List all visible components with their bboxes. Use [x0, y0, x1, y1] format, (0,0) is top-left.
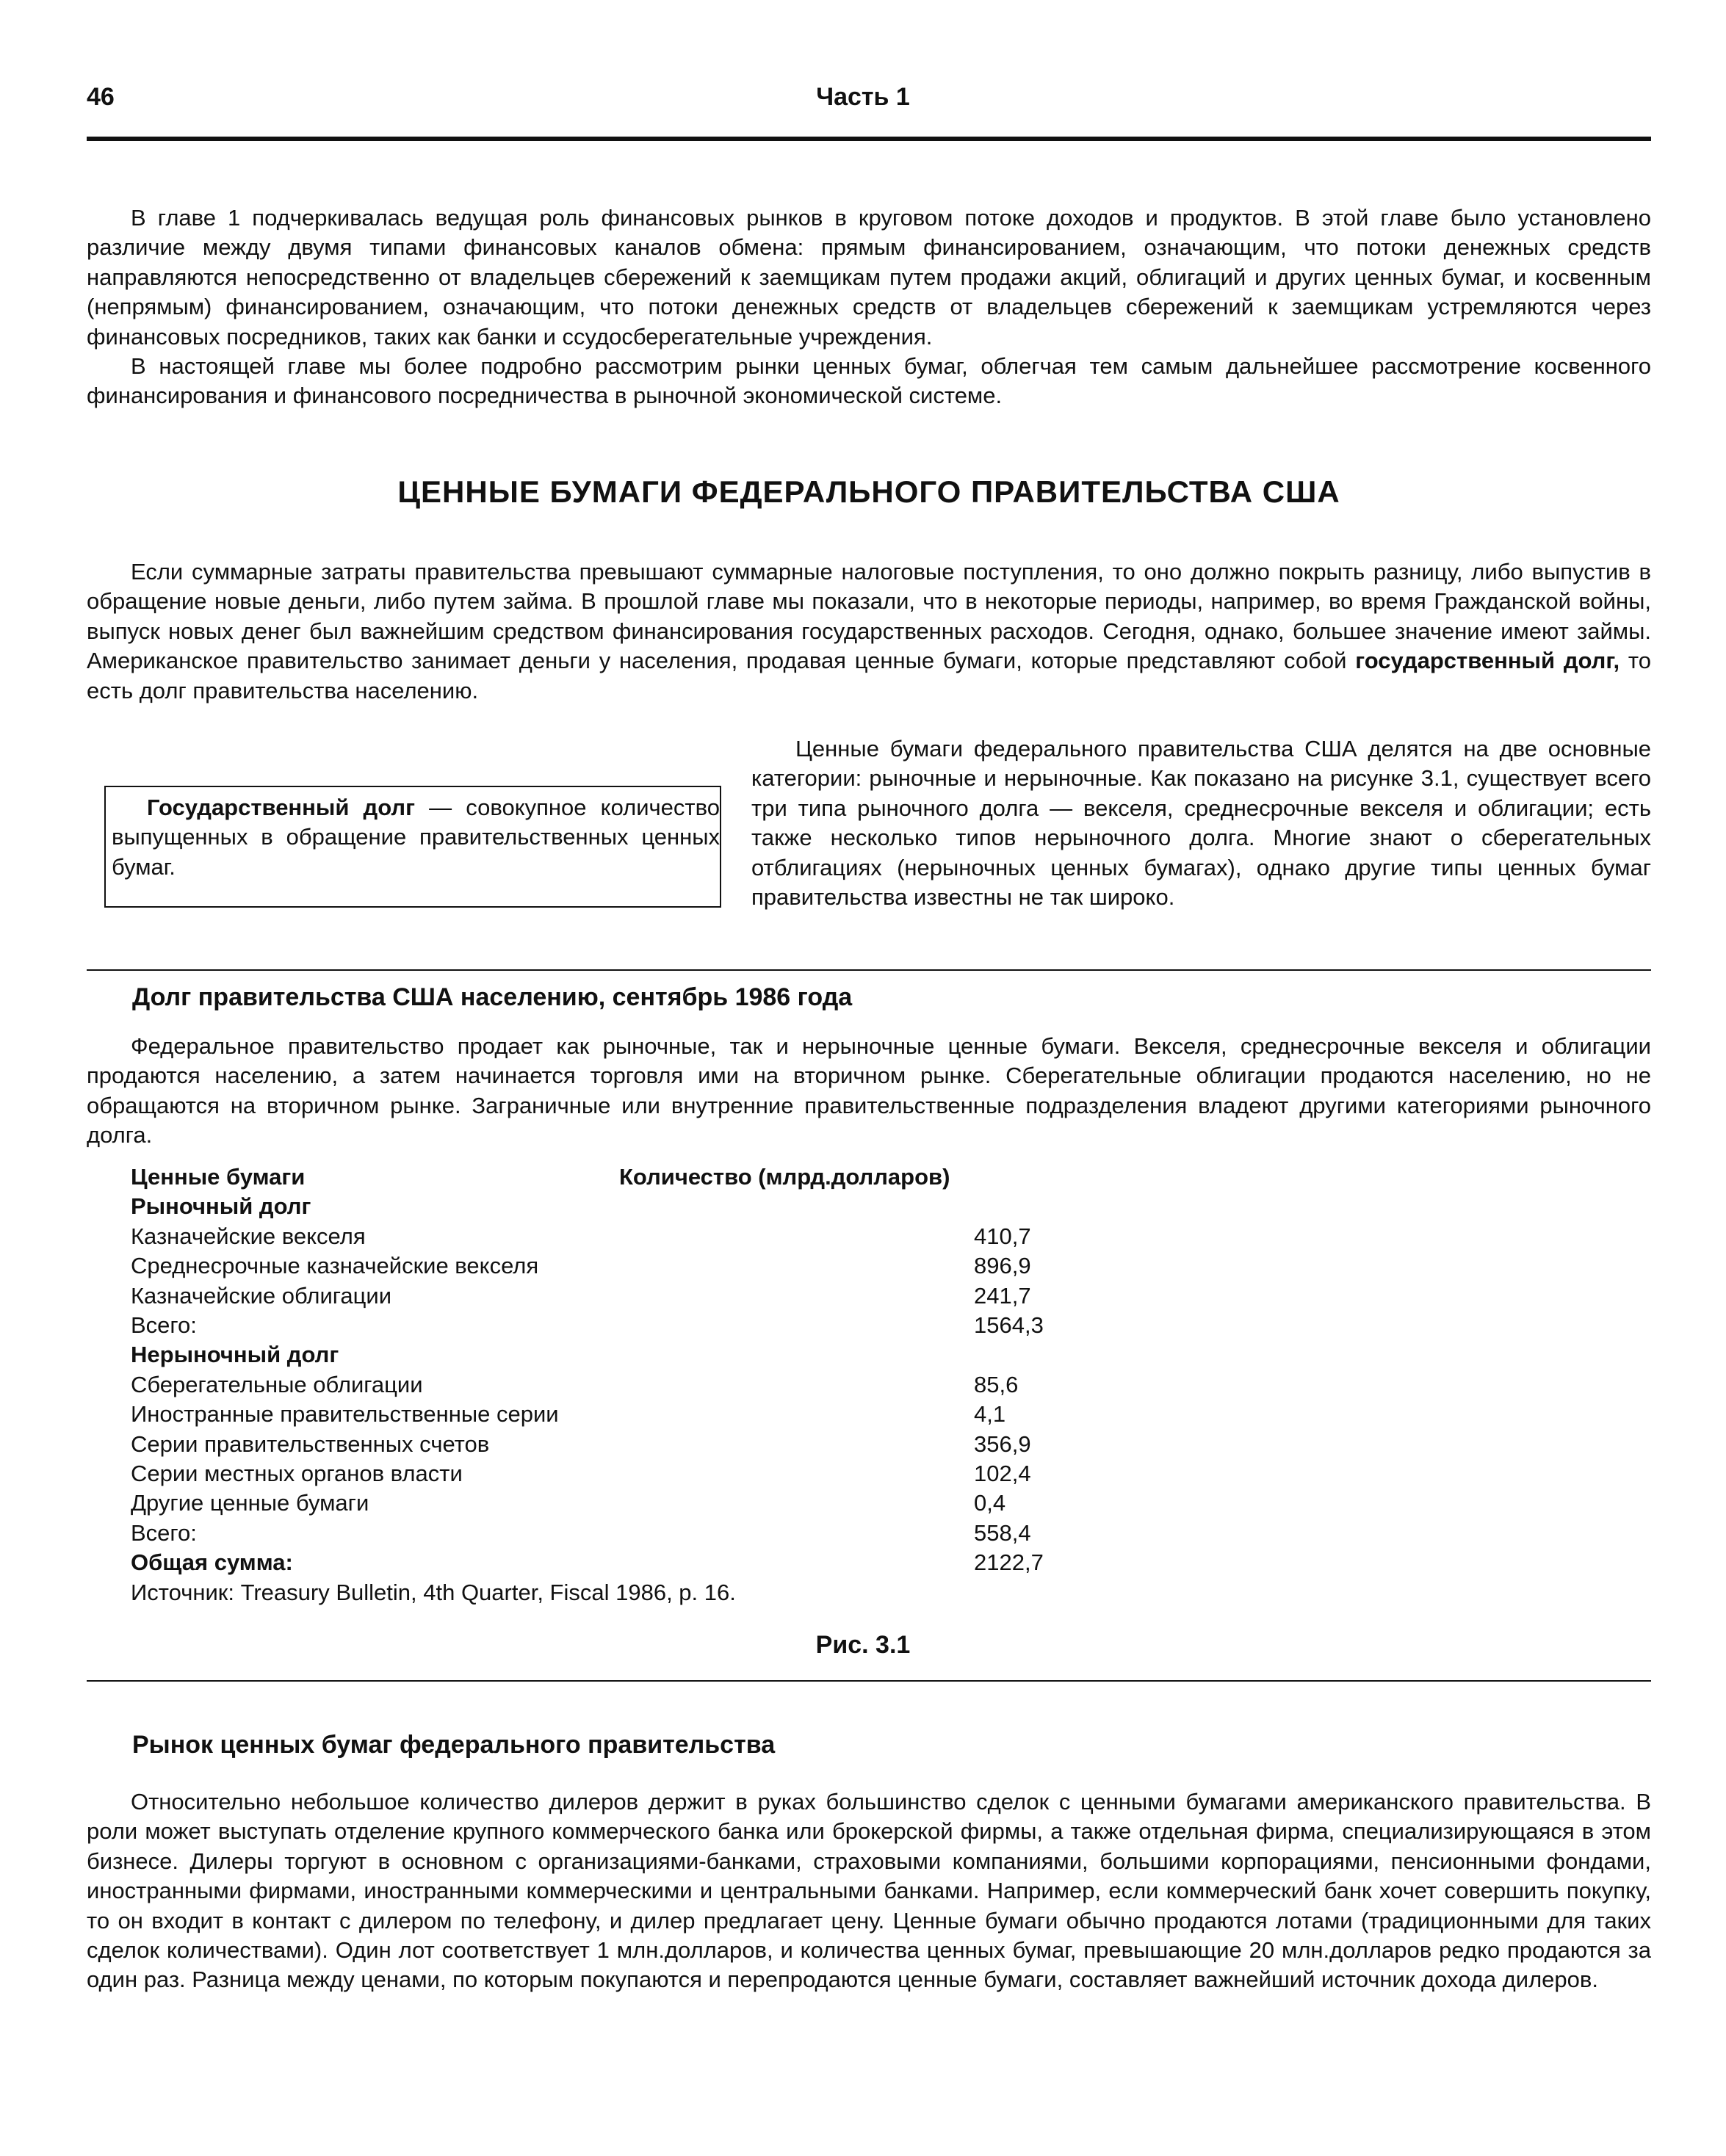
- table-row: [131, 1281, 1044, 1311]
- spacer: [619, 1519, 974, 1548]
- right-column-text: [751, 734, 1651, 912]
- section-paragraph: Ценные бумаги федерального правительства США делятся на две основные категории: рыночные и нерыночные. Как показано на рисунке 3.1, существует всего три типа рыночного долга — векселя, среднесрочные векселя и облигации; есть также несколько типов нерыночного долга. Многие знают о сберегательных отблигациях (нерыночных ценных бумагах), однако другие типы ценных бумаг правительства известны не так широко.: [751, 736, 1651, 911]
- table-row: [131, 1519, 1044, 1548]
- row-label: Всего:: [131, 1519, 197, 1546]
- table-row: [131, 1370, 1044, 1400]
- spacer: [619, 1192, 974, 1221]
- spacer: [619, 1222, 974, 1251]
- row-value: [974, 1192, 1044, 1221]
- row-value: 85,6: [974, 1371, 1019, 1397]
- row-label: Иностранные правительственные серии: [131, 1401, 559, 1428]
- spacer: [619, 1459, 974, 1488]
- figure-description-text: Федеральное правительство продает как рыночные, так и нерыночные ценные бумаги. Векселя, среднесрочные векселя и облигации продаются населению, а затем начинается торговля ими на вторичном рынке. Сберегательные облигации продаются населению, но не обращаются на вторичном рынке. Заграничные или внутренние правительственные подразделения владеют другими категориями рыночного долга.: [87, 1033, 1651, 1148]
- spacer: [619, 1488, 974, 1518]
- section-heading: ЦЕННЫЕ БУМАГИ ФЕДЕРАЛЬНОГО ПРАВИТЕЛЬСТВА США: [397, 474, 1340, 509]
- table-row: [131, 1459, 1044, 1488]
- row-label: Среднесрочные казначейские векселя: [131, 1253, 539, 1279]
- figure-source: Источник: Treasury Bulletin, 4th Quarter, Fiscal 1986, p. 16.: [131, 1579, 736, 1605]
- row-value: 2122,7: [974, 1549, 1044, 1576]
- table-row: [131, 1251, 1044, 1281]
- spacer: [619, 1370, 974, 1400]
- table-row: [131, 1192, 1044, 1221]
- row-label: Всего:: [131, 1312, 197, 1339]
- figure-bottom-rule: [87, 1680, 1651, 1682]
- spacer: [619, 1340, 974, 1370]
- figure-title: Долг правительства США населению, сентябрь 1986 года: [132, 983, 853, 1011]
- row-label: Сберегательные облигации: [131, 1371, 423, 1397]
- running-header: Часть 1: [816, 83, 910, 111]
- table-row: [131, 1340, 1044, 1370]
- term-bold: государственный долг,: [1355, 648, 1620, 674]
- spacer: [619, 1251, 974, 1281]
- row-value: [974, 1340, 1044, 1370]
- subsection-heading: Рынок ценных бумаг федерального правительства: [132, 1731, 776, 1759]
- row-label: Серии правительственных счетов: [131, 1430, 490, 1457]
- page-number: 46: [87, 83, 115, 111]
- table-row: [131, 1222, 1044, 1251]
- row-value: 0,4: [974, 1490, 1006, 1516]
- para-text: то есть долг правительства населению.: [87, 648, 1651, 703]
- col-header-amount: Количество (млрд.долларов): [619, 1164, 950, 1190]
- row-value: 356,9: [974, 1430, 1031, 1457]
- row-value: 4,1: [974, 1401, 1006, 1428]
- row-value: 1564,3: [974, 1312, 1044, 1339]
- intro: [87, 203, 1651, 411]
- row-label: Серии местных органов власти: [131, 1461, 463, 1487]
- subsection-text: Относительно небольшое количество дилеров держит в руках большинство сделок с ценными бумагами американского правительства. В роли может выступать отделение крупного коммерческого банка или брокерской фирмы, а также отдельная фирма, специализирующаяся в этом бизнесе. Дилеры торгуют в основном с организациями-банками, страховыми компаниями, большими корпорациями, пенсионными фондами, иностранными фирмами, иностранными коммерческими и центральными банками. Например, если коммерческий банк хочет совершить покупку, то он входит в контакт с дилером по телефону, и дилер предлагает цену. Ценные бумаги обычно продаются лотами (традиционными для таких сделок количествами). Один лот соответствует 1 млн.долларов, и количества ценных бумаг, превышающие 20 млн.долларов редко продаются за один раз. Разница между ценами, по которым покупаются и перепродаются ценные бумаги, составляет важнейший источник дохода дилеров.: [87, 1789, 1651, 1993]
- definition-text: — совокупное количество выпущенных в обращение правительственных ценных бумаг.: [112, 795, 720, 880]
- spacer: [619, 1400, 974, 1429]
- table-header: [131, 1162, 1044, 1192]
- table-row: [131, 1311, 1044, 1340]
- para-text: Если суммарные затраты правительства превышают суммарные налоговые поступления, то оно должно покрыть разницу, либо выпустив в обращение новые деньги, либо путем займа. В прошлой главе мы показали, что в некоторые периоды, например, во время Гражданской войны, выпуск новых денег был важнейшим средством финансирования государственных расходов. Сегодня, однако, большее значение имеют займы. Американское правительство занимает деньги у населения, продавая ценные бумаги, которые представляют собой: [87, 559, 1651, 674]
- row-value: 102,4: [974, 1461, 1031, 1487]
- col-header-securities: Ценные бумаги: [131, 1164, 306, 1190]
- row-value: 241,7: [974, 1282, 1031, 1309]
- row-value: 410,7: [974, 1223, 1031, 1249]
- intro-paragraph: В главе 1 подчеркивалась ведущая роль финансовых рынков в круговом потоке доходов и продуктов. В этой главе было установлено различие между двумя типами финансовых каналов обмена: прямым финансированием, означающим, что потоки денежных средств направляются непосредственно от владельцев сбережений к заемщикам путем продажи акций, облигаций и других ценных бумаг, и косвенным (непрямым) финансированием, означающим, что потоки денежных средств от владельцев сбережений к заемщикам устремляются через финансовых посредников, таких как банки и ссудосберегательные учреждения.: [87, 205, 1651, 350]
- row-label: Казначейские облигации: [131, 1282, 392, 1309]
- section-paragraph: [87, 557, 1651, 706]
- row-value: 896,9: [974, 1253, 1031, 1279]
- table-row: [131, 1430, 1044, 1459]
- row-label: Рыночный долг: [131, 1193, 311, 1220]
- figure-description: [87, 1032, 1651, 1151]
- row-label: Нерыночный долг: [131, 1342, 339, 1368]
- row-label: Другие ценные бумаги: [131, 1490, 369, 1516]
- table-row: [131, 1548, 1044, 1577]
- row-label: Общая сумма:: [131, 1549, 293, 1576]
- spacer: [619, 1430, 974, 1459]
- spacer: [619, 1281, 974, 1311]
- row-label: Казначейские векселя: [131, 1223, 366, 1249]
- spacer: [619, 1548, 974, 1577]
- figure-top-rule: [87, 969, 1651, 971]
- row-value: 558,4: [974, 1519, 1031, 1546]
- table-row: [131, 1400, 1044, 1429]
- figure-caption: Рис. 3.1: [815, 1631, 911, 1659]
- definition-box: [104, 786, 721, 908]
- intro-paragraph: В настоящей главе мы более подробно рассмотрим рынки ценных бумаг, облегчая тем самым дальнейшее рассмотрение косвенного финансирования и финансового посредничества в рыночной экономической системе.: [87, 353, 1651, 409]
- table-row: [131, 1488, 1044, 1518]
- definition-term: Государственный долг: [147, 795, 415, 820]
- debt-table: [131, 1162, 1044, 1607]
- subsection-paragraph: [87, 1787, 1651, 1995]
- header-rule: [87, 137, 1651, 141]
- spacer: [619, 1311, 974, 1340]
